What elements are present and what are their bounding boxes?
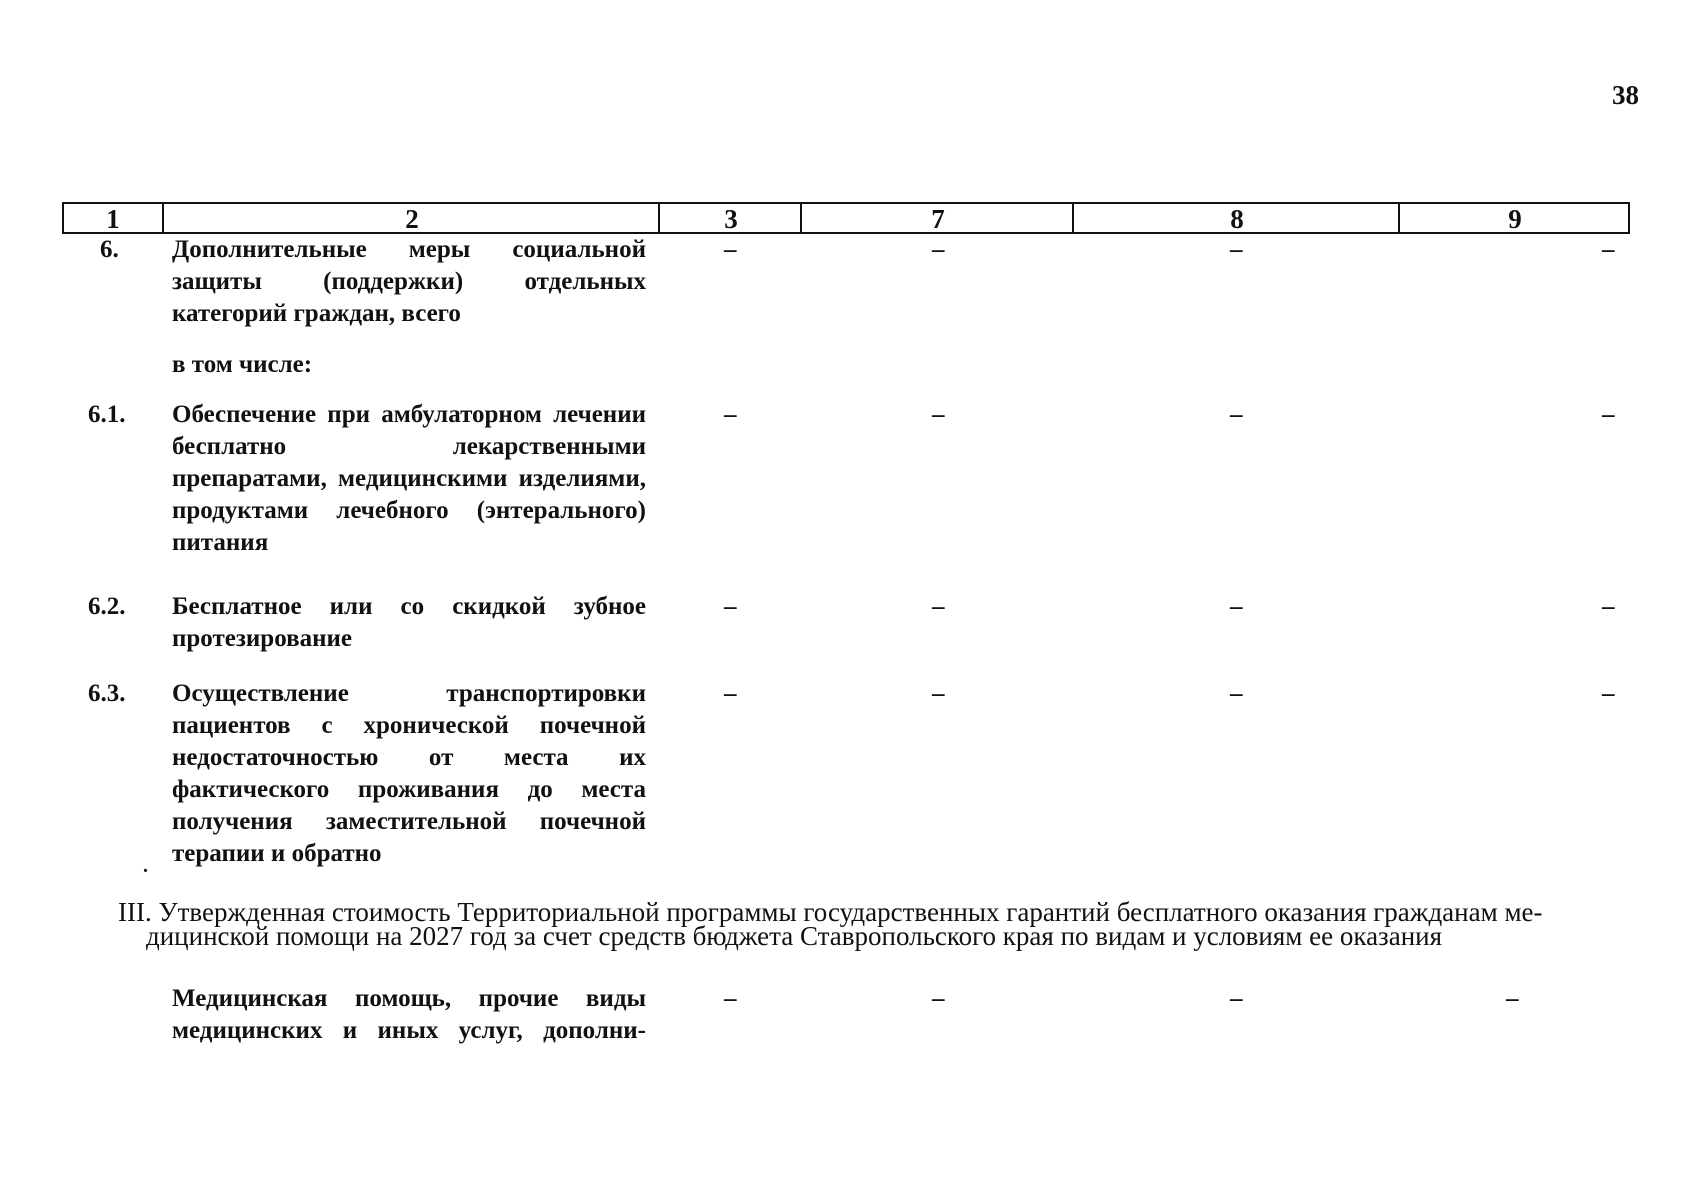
section-title — [118, 897, 1628, 951]
value-col-9: – — [1602, 593, 1615, 620]
page-number: 38 — [1612, 80, 1639, 110]
value-col-3: – — [724, 401, 737, 428]
row-description: Обеспечение при амбулаторном лечении бесплатно лекарственными препаратами, медицинскими изделиями, продуктами лечебного (энтерального) питания — [172, 401, 646, 556]
column-header-3: 3 — [658, 204, 802, 232]
scan-artifact-dot: . — [143, 855, 148, 877]
column-header-1: 1 — [106, 204, 120, 234]
row-description: в том числе: — [172, 351, 313, 378]
row-description: Дополнительные меры социальной защиты (поддержки) отдельных категорий граждан, всего — [172, 236, 646, 327]
row-description-line1: Медицинская помощь, прочие виды — [172, 985, 646, 1012]
row-number: 6.1. — [88, 401, 126, 428]
row-description: Осуществление транспортировки пациентов с хронической почечной недостаточностью от места их фактического проживания до места получения заместительной почечной терапии и обратно — [172, 680, 646, 867]
column-header-9: 9 — [1398, 204, 1630, 232]
value-col-8: – — [1230, 985, 1243, 1012]
value-col-8: – — [1230, 680, 1243, 707]
value-col-9: – — [1602, 680, 1615, 707]
value-col-7: – — [932, 401, 945, 428]
section-title-line2: дицинской помощи на 2027 год за счет средств бюджета Ставропольского края по видам и условиям ее оказания — [146, 921, 1443, 951]
column-header-7: 7 — [800, 204, 1074, 232]
value-col-3: – — [724, 236, 737, 263]
value-col-9: – — [1506, 985, 1519, 1012]
row-description-line2: медицинских и иных услуг, дополни- — [172, 1017, 646, 1044]
value-col-8: – — [1230, 593, 1243, 620]
row-number: 6.2. — [88, 593, 126, 620]
column-header-8: 8 — [1072, 204, 1400, 232]
value-col-3: – — [724, 985, 737, 1012]
value-col-7: – — [932, 593, 945, 620]
table-header — [62, 202, 1630, 234]
column-header-2: 2 — [162, 204, 660, 232]
section-title-line1: III. Утвержденная стоимость Территориальной программы государственных гарантий бесплатного оказания гражданам ме- — [118, 897, 1543, 927]
value-col-7: – — [932, 985, 945, 1012]
value-col-8: – — [1230, 236, 1243, 263]
value-col-9: – — [1602, 236, 1615, 263]
value-col-8: – — [1230, 401, 1243, 428]
value-col-7: – — [932, 680, 945, 707]
row-description: Бесплатное или со скидкой зубное протезирование — [172, 593, 646, 652]
value-col-9: – — [1602, 401, 1615, 428]
value-col-3: – — [724, 593, 737, 620]
row-number: 6.3. — [88, 680, 126, 707]
row-number: 6. — [100, 236, 119, 263]
value-col-7: – — [932, 236, 945, 263]
value-col-3: – — [724, 680, 737, 707]
